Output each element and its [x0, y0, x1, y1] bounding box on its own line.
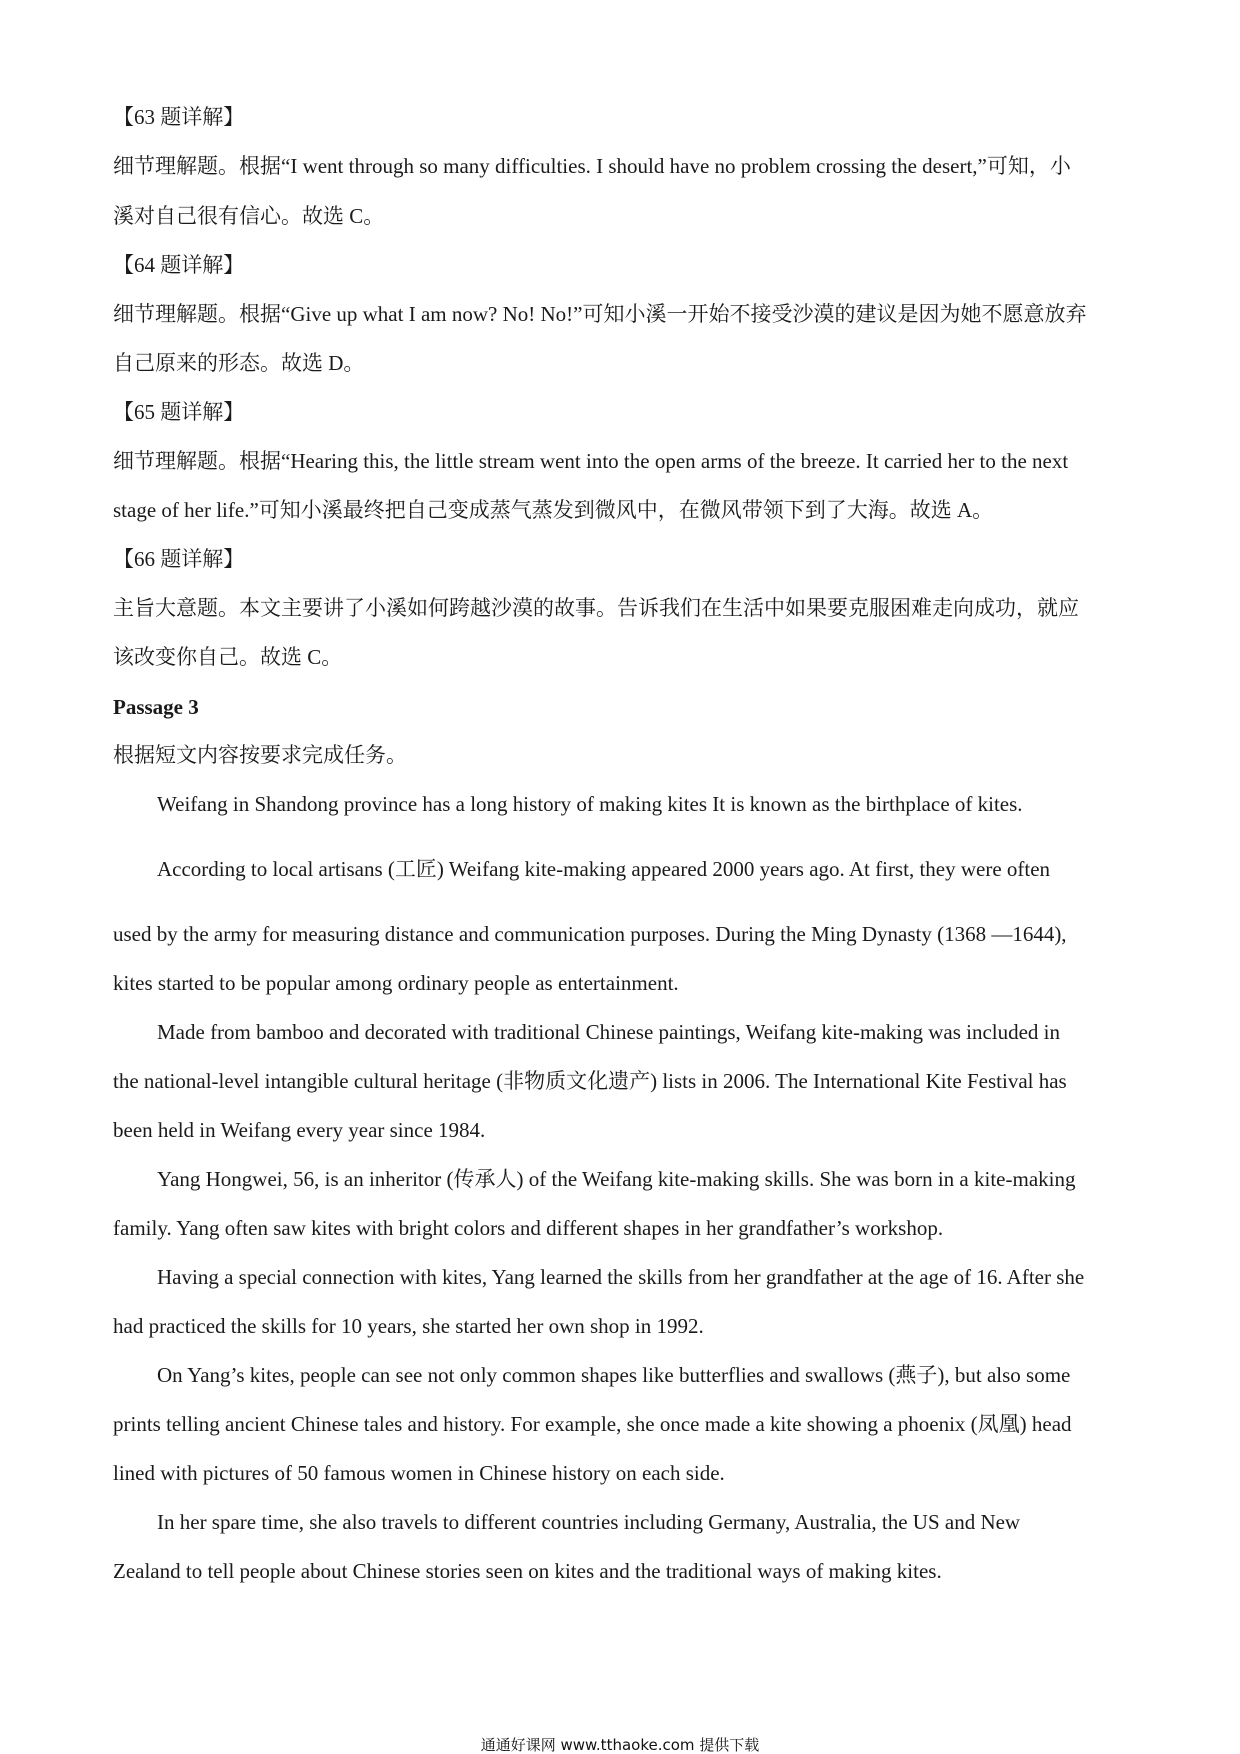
- passage-line: kites started to be popular among ordinary people as entertainment.: [113, 971, 679, 995]
- passage-line: the national-level intangible cultural heritage (非物质文化遗产) lists in 2006. The International Kite Festival has: [113, 1069, 1067, 1093]
- q64-heading: 【64 题详解】: [113, 253, 245, 277]
- passage-line: used by the army for measuring distance and communication purposes. During the Ming Dynasty (1368 —1644),: [113, 922, 1067, 946]
- q64-explanation-line-2: 自己原来的形态。故选 D。: [113, 351, 365, 375]
- passage-line: lined with pictures of 50 famous women in Chinese history on each side.: [113, 1461, 725, 1485]
- q66-explanation-line-1: 主旨大意题。本文主要讲了小溪如何跨越沙漠的故事。告诉我们在生活中如果要克服困难走向成功，就应: [113, 596, 1079, 620]
- passage-line: family. Yang often saw kites with bright colors and different shapes in her grandfather’s workshop.: [113, 1216, 944, 1240]
- page-footer: 通通好课网 www.tthaoke.com 提供下载: [480, 1736, 760, 1754]
- q66-explanation-line-2: 该改变你自己。故选 C。: [113, 645, 343, 669]
- passage-instruction: 根据短文内容按要求完成任务。: [113, 743, 407, 767]
- q63-explanation-line-1: 细节理解题。根据“I went through so many difficulties. I should have no problem crossing the desert,”可知，小: [113, 154, 1071, 178]
- passage-line: Weifang in Shandong province has a long history of making kites It is known as the birthplace of kites.: [157, 792, 1023, 816]
- passage-line: According to local artisans (工匠) Weifang kite-making appeared 2000 years ago. At first, they were often: [157, 857, 1051, 881]
- passage-line: Having a special connection with kites, Yang learned the skills from her grandfather at the age of 16. After she: [157, 1265, 1085, 1289]
- passage-line: Zealand to tell people about Chinese stories seen on kites and the traditional ways of making kites.: [113, 1559, 942, 1583]
- q64-explanation-line-1: 细节理解题。根据“Give up what I am now? No! No!”可知小溪一开始不接受沙漠的建议是因为她不愿意放弃: [113, 302, 1087, 326]
- passage-line: prints telling ancient Chinese tales and history. For example, she once made a kite showing a phoenix (凤凰) head: [113, 1412, 1072, 1436]
- q65-explanation-line-2: stage of her life.”可知小溪最终把自己变成蒸气蒸发到微风中，在微风带领下到了大海。故选 A。: [113, 498, 994, 522]
- passage-line: Made from bamboo and decorated with traditional Chinese paintings, Weifang kite-making was included in: [157, 1020, 1061, 1044]
- passage-line: In her spare time, she also travels to different countries including Germany, Australia, the US and New: [157, 1510, 1021, 1534]
- passage-line: been held in Weifang every year since 1984.: [113, 1118, 486, 1142]
- q65-heading: 【65 题详解】: [113, 400, 245, 424]
- q65-explanation-line-1: 细节理解题。根据“Hearing this, the little stream went into the open arms of the breeze. It carried her to the next: [113, 449, 1069, 473]
- passage-line: had practiced the skills for 10 years, she started her own shop in 1992.: [113, 1314, 704, 1338]
- q63-heading: 【63 题详解】: [113, 105, 245, 129]
- q66-heading: 【66 题详解】: [113, 547, 245, 571]
- q63-explanation-line-2: 溪对自己很有信心。故选 C。: [113, 204, 385, 228]
- passage-line: Yang Hongwei, 56, is an inheritor (传承人) of the Weifang kite-making skills. She was born in a kite-making: [157, 1167, 1076, 1191]
- passage-title: Passage 3: [113, 695, 199, 719]
- passage-line: On Yang’s kites, people can see not only common shapes like butterflies and swallows (燕子), but also some: [157, 1363, 1071, 1387]
